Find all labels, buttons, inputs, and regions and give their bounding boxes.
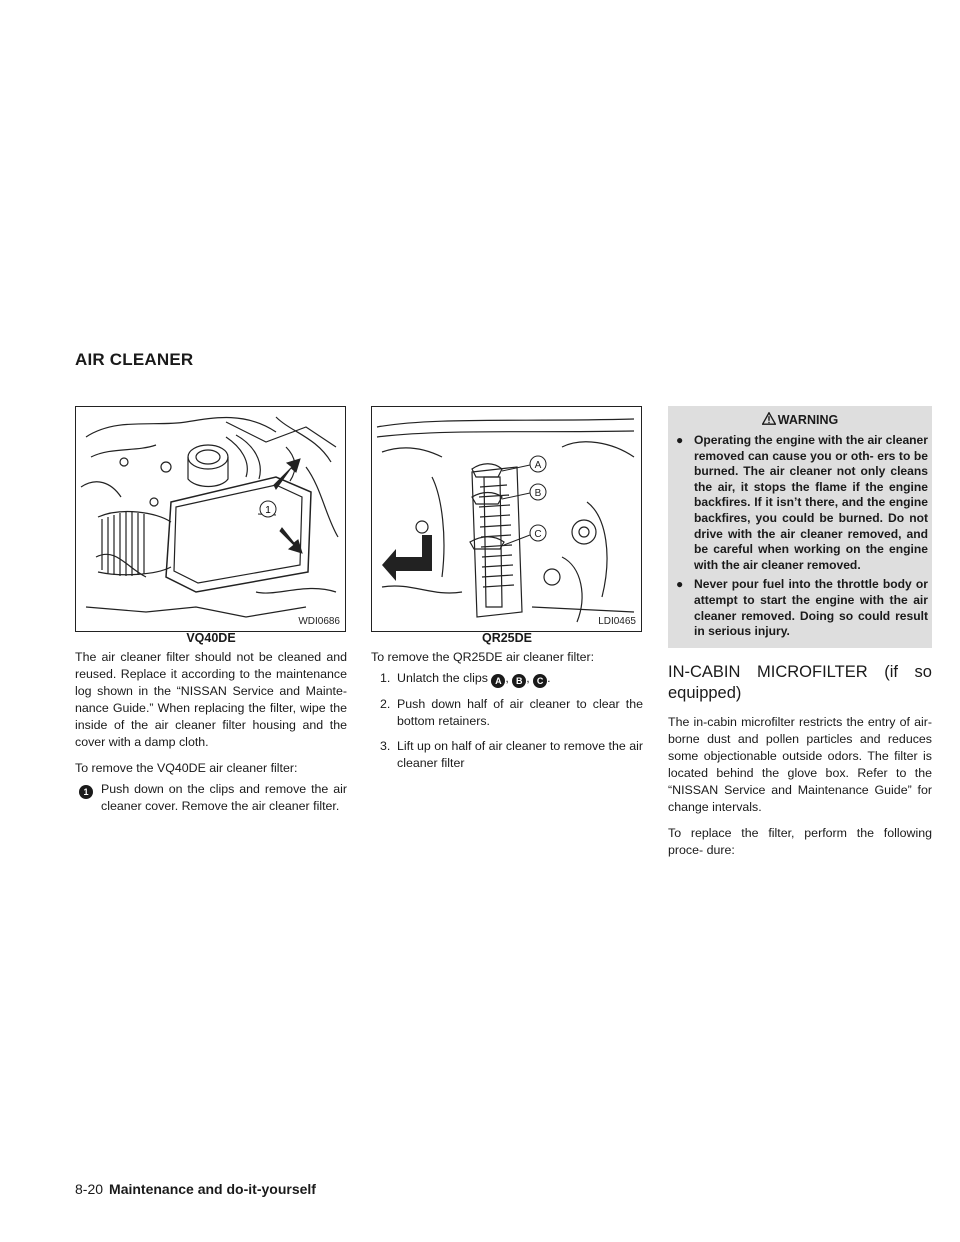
callout-c: C bbox=[534, 529, 542, 540]
subheading: IN-CABIN MICROFILTER (if so equipped) bbox=[668, 663, 932, 702]
page-number: 8-20 bbox=[75, 1181, 104, 1197]
clip-c-icon: C bbox=[533, 674, 547, 688]
figure-code: LDI0465 bbox=[598, 616, 636, 627]
warning-item: ● Operating the engine with the air cleaner removed can cause you or oth- ers to be burned. The air cleaner not only cleans the air, it stops the flame if the engine backfires. If it isn’t there, and the engine backfires, you could be burned. Do not drive with the air cleaner removed, and be careful when working on the engine with the air cleaner removed. bbox=[676, 433, 928, 572]
callout-1: 1 bbox=[265, 505, 271, 516]
figure-caption: VQ40DE bbox=[186, 631, 236, 645]
callout-b: B bbox=[534, 488, 542, 499]
step-text: Push down on the clips and remove the air cleaner cover. Remove the air cleaner filter. bbox=[101, 782, 347, 813]
step-2: 2. Push down half of air cleaner to clear the bottom retainers. bbox=[380, 697, 643, 728]
step-1: 1. Unlatch the clips A , B , C . bbox=[380, 671, 551, 686]
step-1 bbox=[75, 781, 347, 815]
section-heading: AIR CLEANER bbox=[75, 350, 194, 369]
paragraph: The in-cabin microfilter restricts the entry of air- borne dust and pollen particles and reduces some objectionable outside odors. The filter is located behind the glove box. Refer to the “NISSAN Service and Maintenance Guide” for change intervals. bbox=[668, 715, 932, 814]
step-3: 3. Lift up on half of air cleaner to remove the air cleaner filter bbox=[380, 739, 643, 770]
engine-illustration-qr25de bbox=[371, 406, 642, 632]
chapter-title: Maintenance and do-it-yourself bbox=[109, 1181, 316, 1197]
engine-illustration-vq40de bbox=[75, 406, 346, 632]
callout-a: A bbox=[534, 460, 542, 471]
column-2-text bbox=[371, 649, 643, 780]
clip-b-icon: B bbox=[512, 674, 526, 688]
clip-a-icon: A bbox=[491, 674, 505, 688]
warning-title: WARNING bbox=[668, 412, 932, 427]
direction-arrow-icon bbox=[382, 535, 432, 581]
paragraph: The air cleaner filter should not be cleaned and reused. Replace it according to the maintenance log shown in the “NISSAN Service and Mainte- nance Guide.” When replacing the filter, wipe the inside of the air cleaner filter housing and the cover with a damp cloth. bbox=[75, 650, 347, 749]
paragraph: To replace the filter, perform the following proce- dure: bbox=[668, 826, 932, 857]
warning-box bbox=[668, 406, 932, 648]
figure-code: WDI0686 bbox=[298, 616, 340, 627]
warning-triangle-icon bbox=[762, 412, 776, 425]
paragraph: To remove the VQ40DE air cleaner filter: bbox=[75, 761, 298, 775]
column-3-text bbox=[668, 662, 932, 868]
page-footer bbox=[75, 1181, 316, 1197]
column-1-text bbox=[75, 649, 347, 823]
figure-caption: QR25DE bbox=[481, 631, 533, 645]
warning-item: ● Never pour fuel into the throttle body or attempt to start the engine with the air cleaner removed. Doing so could result in serious injury. bbox=[676, 577, 928, 639]
number-1-icon: 1 bbox=[79, 785, 93, 799]
paragraph: To remove the QR25DE air cleaner filter: bbox=[371, 650, 595, 664]
